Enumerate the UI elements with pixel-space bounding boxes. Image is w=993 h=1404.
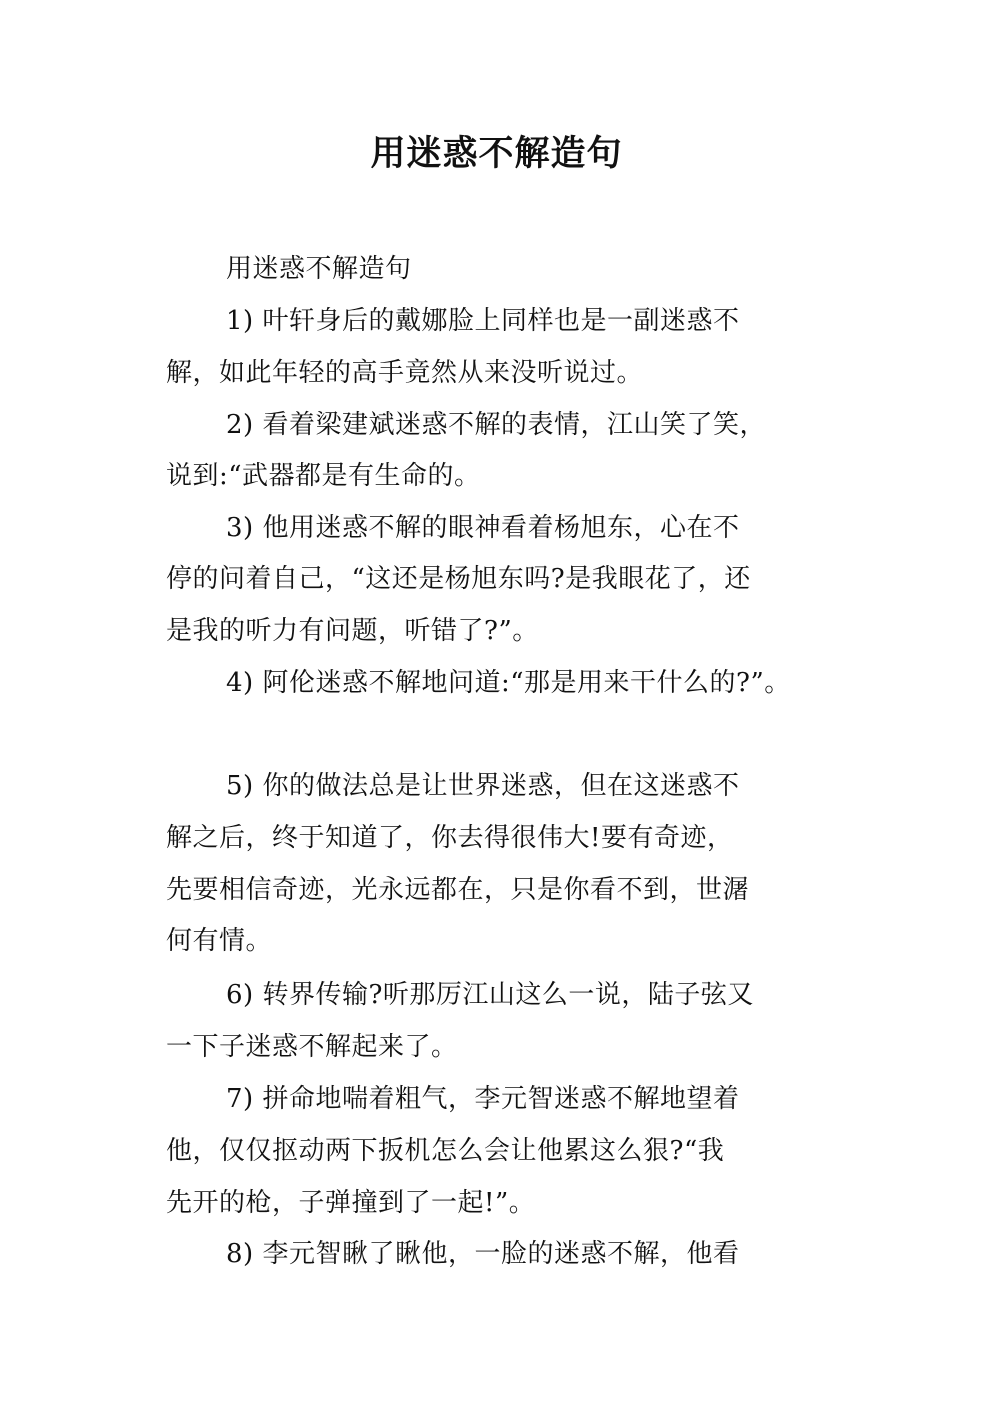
subtitle-line: 用迷惑不解造句	[226, 254, 412, 284]
sentence-6-line-2: 一下子迷惑不解起来了。	[166, 1032, 458, 1062]
sentence-7-line-1: 7) 拼命地喘着粗气，李元智迷惑不解地望着	[226, 1084, 740, 1114]
sentence-1-line-1: 1) 叶轩身后的戴娜脸上同样也是一副迷惑不	[226, 306, 740, 336]
sentence-5-line-1: 5) 你的做法总是让世界迷惑，但在这迷惑不	[226, 771, 740, 801]
sentence-8-line-1: 8) 李元智瞅了瞅他，一脸的迷惑不解，他看	[226, 1239, 740, 1269]
sentence-5-line-2: 解之后，终于知道了，你去得很伟大!要有奇迹，	[166, 823, 734, 853]
sentence-1-line-2: 解，如此年轻的高手竟然从来没听说过。	[166, 358, 644, 388]
sentence-5-line-3: 先要相信奇迹，光永远都在，只是你看不到，世潳	[166, 875, 750, 905]
sentence-2-line-1: 2) 看着梁建斌迷惑不解的表情，江山笑了笑，	[226, 410, 766, 440]
sentence-3-line-2: 停的问着自己，“这还是杨旭东吗?是我眼花了，还	[166, 564, 751, 594]
document-title: 用迷惑不解造句	[370, 134, 623, 174]
sentence-5-line-4: 何有情。	[166, 926, 273, 956]
sentence-3-line-1: 3) 他用迷惑不解的眼神看着杨旭东，心在不	[226, 513, 740, 543]
sentence-6-line-1: 6) 转界传输?听那厉江山这么一说，陆子弦又	[226, 980, 754, 1010]
sentence-7-line-2: 他，仅仅抠动两下扳机怎么会让他累这么狠?“我	[166, 1136, 725, 1166]
sentence-4-line-1: 4) 阿伦迷惑不解地问道:“那是用来干什么的?”。	[226, 668, 791, 698]
sentence-2-line-2: 说到:“武器都是有生命的。	[166, 461, 481, 491]
sentence-7-line-3: 先开的枪，子弹撞到了一起!”。	[166, 1188, 536, 1218]
sentence-3-line-3: 是我的听力有问题，听错了?”。	[166, 616, 539, 646]
